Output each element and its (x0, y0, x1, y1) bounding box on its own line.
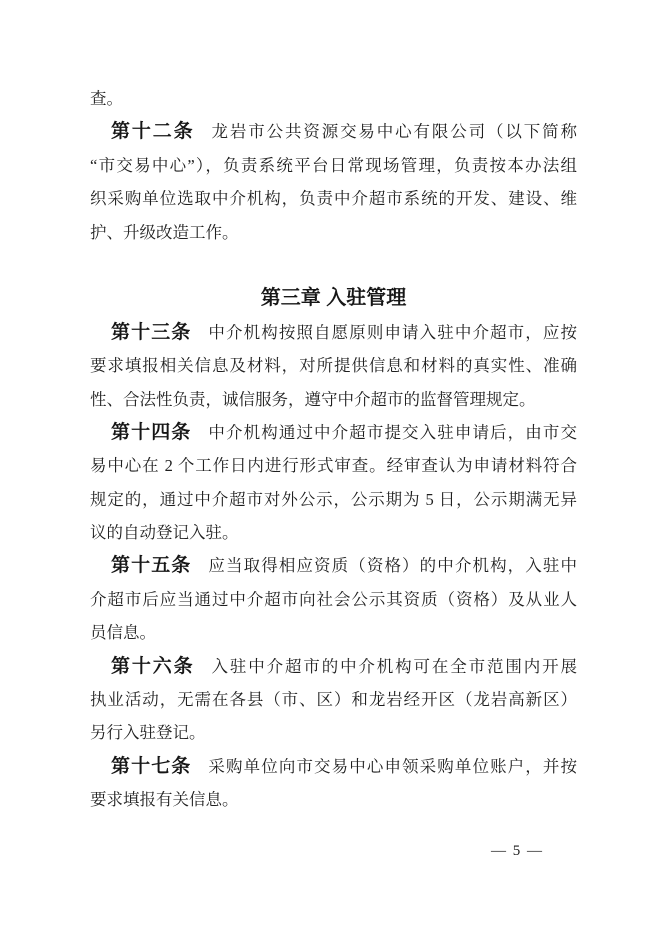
article-12-line-1 (90, 115, 577, 148)
article-13-label: 第十三条 (111, 321, 192, 343)
article-16-line-1 (90, 650, 577, 683)
article-12-label: 第十二条 (111, 121, 195, 143)
article-16-line-2: 执业活动，无需在各县（市、区）和龙岩经开区（龙岩高新区） (90, 690, 577, 710)
article-12-text-1: 龙岩市公共资源交易中心有限公司（以下简称 (211, 122, 577, 142)
article-13-line-2: 要求填报相关信息及材料，对所提供信息和材料的真实性、准确 (90, 356, 577, 376)
article-14-line-3: 规定的，通过中介超市对外公示，公示期为 5 日，公示期满无异 (90, 489, 577, 509)
article-14-line-4: 议的自动登记入驻。 (90, 523, 239, 543)
article-13-text-1: 中介机构按照自愿原则申请入驻中介超市，应按 (208, 322, 577, 342)
continuation-line: 查。 (90, 89, 123, 108)
article-17-line-1 (90, 750, 577, 783)
article-15-label: 第十五条 (111, 555, 192, 577)
article-12-line-4: 护、升级改造工作。 (90, 222, 239, 242)
article-16-text-1: 入驻中介超市的中介机构可在全市范围内开展 (211, 656, 577, 676)
article-14-line-2: 易中心在 2 个工作日内进行形式审查。经审查认为申请材料符合 (90, 456, 577, 476)
blank-line (90, 249, 577, 282)
article-17-line-2: 要求填报有关信息。 (90, 790, 239, 810)
page-number: — 5 — (491, 843, 544, 859)
page-body (90, 82, 577, 817)
article-12-line-2: “市交易中心”），负责系统平台日常现场管理，负责按本办法组 (90, 155, 577, 175)
article-15-line-1 (90, 549, 577, 582)
chapter-heading: 第三章 入驻管理 (260, 287, 407, 310)
article-16-label: 第十六条 (111, 655, 195, 677)
article-15-line-2: 介超市后应当通过中介超市向社会公示其资质（资格）及从业人 (90, 589, 577, 609)
article-13-line-3: 性、合法性负责，诚信服务，遵守中介超市的监督管理规定。 (90, 389, 536, 409)
article-15-line-3: 员信息。 (90, 623, 156, 643)
article-12-line-3: 织采购单位选取中介机构，负责中介超市系统的开发、建设、维 (90, 189, 577, 209)
article-17-label: 第十七条 (111, 755, 192, 777)
article-14-label: 第十四条 (111, 421, 192, 443)
article-13-line-1 (90, 316, 577, 349)
article-14-text-1: 中介机构通过中介超市提交入驻申请后，由市交 (208, 422, 577, 442)
article-16-line-3: 另行入驻登记。 (90, 723, 206, 743)
article-17-text-1: 采购单位向市交易中心申领采购单位账户，并按 (208, 756, 577, 776)
article-15-text-1: 应当取得相应资质（资格）的中介机构，入驻中 (208, 556, 577, 576)
article-14-line-1 (90, 416, 577, 449)
